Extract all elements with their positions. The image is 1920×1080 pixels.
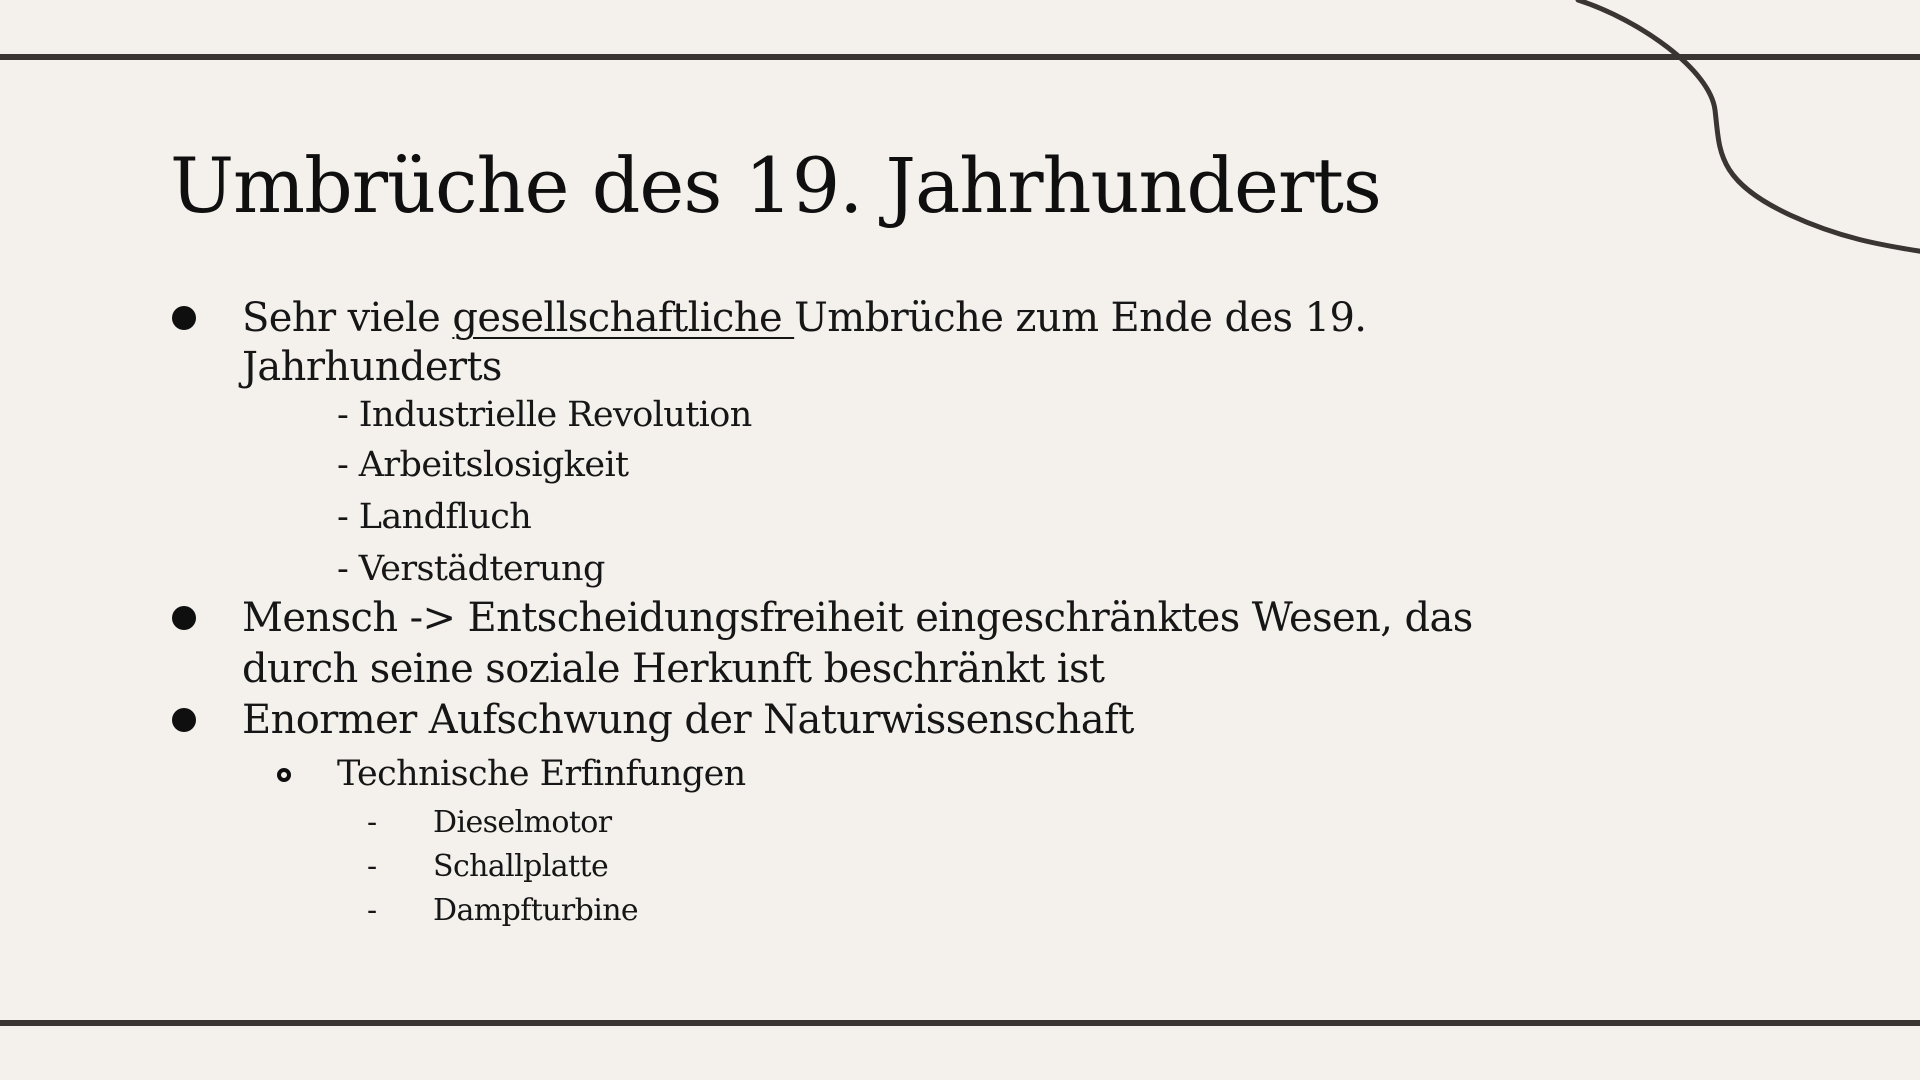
dash-marker: - [367, 893, 378, 928]
bottom-divider-line [0, 1020, 1920, 1026]
sub-item-arbeitslosigkeit: - Arbeitslosigkeit [337, 445, 629, 485]
bullet-1-underlined-text: gesellschaftliche [452, 295, 795, 341]
sub-item-landfluch: - Landfluch [337, 497, 532, 537]
invention-dieselmotor: Dieselmotor [433, 805, 612, 840]
invention-dampfturbine: Dampfturbine [433, 893, 639, 928]
decorative-curve [1500, 0, 1920, 300]
bullet-3-line-1: Enormer Aufschwung der Naturwissenschaft [242, 697, 1134, 743]
dash-marker: - [367, 849, 378, 884]
bullet-icon [172, 306, 196, 330]
bullet-2-line-2: durch seine soziale Herkunft beschränkt ist [242, 646, 1105, 692]
bullet-2-line-1: Mensch -> Entscheidungsfreiheit eingeschränktes Wesen, das [242, 595, 1473, 641]
slide-title: Umbrüche des 19. Jahrhunderts [170, 141, 1381, 230]
bullet-1-text-before: Sehr viele [242, 295, 453, 341]
bullet-icon [172, 708, 196, 732]
dash-marker: - [367, 805, 378, 840]
sub-heading-technische-erfindungen: Technische Erfinfungen [337, 754, 746, 794]
sub-item-industrielle-revolution: - Industrielle Revolution [337, 395, 752, 435]
sub-item-verstaedterung: - Verstädterung [337, 549, 605, 589]
bullet-1-text-after: Umbrüche zum Ende des 19. [794, 295, 1367, 341]
invention-schallplatte: Schallplatte [433, 849, 609, 884]
sub-bullet-circle-icon [277, 768, 291, 782]
bullet-icon [172, 606, 196, 630]
bullet-1-line-1 [242, 294, 1366, 342]
bullet-1-line-2: Jahrhunderts [242, 344, 502, 390]
